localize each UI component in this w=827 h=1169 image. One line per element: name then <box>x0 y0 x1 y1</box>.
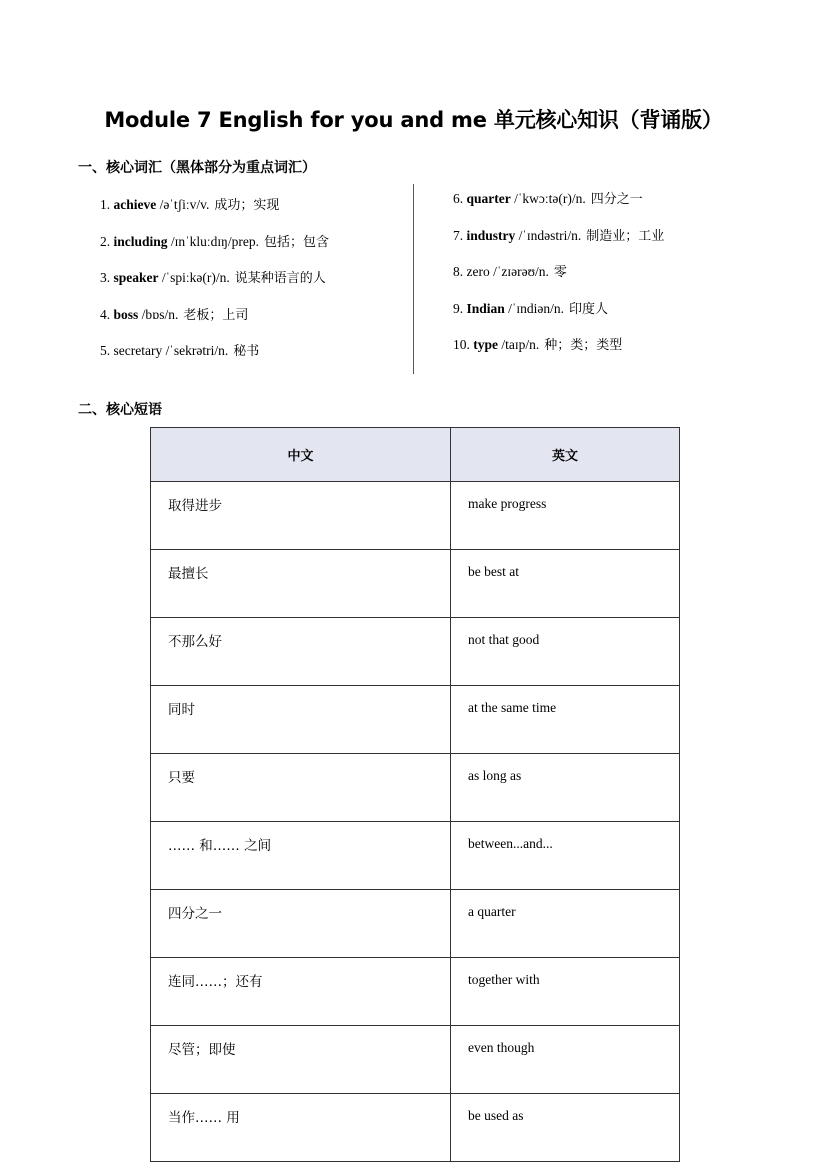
cell-english: as long as <box>451 754 680 822</box>
vocab-item <box>100 304 248 323</box>
vocab-number: 3. <box>100 270 111 286</box>
table-row <box>151 822 680 890</box>
vocab-meaning: 印度人 <box>569 301 609 317</box>
vocab-meaning: 零 <box>553 265 567 281</box>
vocab-word: secretary <box>113 343 163 359</box>
vocab-meaning: 成功；实现 <box>214 198 280 213</box>
vocab-item <box>453 188 643 207</box>
vocab-phonetic: /ˈsekrətri/n. <box>165 343 229 359</box>
table-row <box>151 1026 680 1094</box>
cell-english: at the same time <box>451 686 680 754</box>
section-heading-vocabulary: 一、核心词汇（黑体部分为重点词汇） <box>78 160 316 176</box>
vocab-number: 8. <box>453 264 464 280</box>
vocab-item <box>100 231 329 250</box>
vocab-word: industry <box>466 227 516 243</box>
cell-english: between...and... <box>451 822 680 890</box>
cell-chinese: 连同……；还有 <box>151 958 451 1026</box>
header-english: 英文 <box>451 428 680 482</box>
vocab-phonetic: /ˈɪndiən/n. <box>508 300 565 316</box>
vocab-word: quarter <box>466 191 511 206</box>
table-row <box>151 550 680 618</box>
vocab-number: 1. <box>100 197 111 212</box>
vocab-phonetic: /taɪp/n. <box>501 337 540 353</box>
vocab-word: including <box>113 233 168 249</box>
vocab-item <box>453 225 664 244</box>
header-chinese: 中文 <box>151 428 451 482</box>
vocab-meaning: 种；类；类型 <box>544 338 623 354</box>
vocab-meaning: 包括；包含 <box>263 234 329 250</box>
vocab-meaning: 说某种语言的人 <box>234 271 326 287</box>
section-heading-phrases: 二、核心短语 <box>78 402 162 418</box>
cell-chinese: 当作…… 用 <box>151 1094 451 1162</box>
cell-chinese: 取得进步 <box>151 482 451 550</box>
vocab-word: boss <box>113 306 139 322</box>
vocab-phonetic: /bɒs/n. <box>141 306 179 322</box>
cell-chinese: 四分之一 <box>151 890 451 958</box>
cell-english: a quarter <box>451 890 680 958</box>
vocab-number: 6. <box>453 191 464 206</box>
vocab-number: 2. <box>100 233 111 249</box>
vocab-item <box>100 267 326 286</box>
table-header-row <box>151 428 680 482</box>
vocab-phonetic: /ˈkwɔːtə(r)/n. <box>514 191 586 206</box>
table-row <box>151 686 680 754</box>
vocab-meaning: 老板；上司 <box>183 307 249 323</box>
vocab-item <box>100 340 259 359</box>
vocab-meaning: 制造业；工业 <box>586 228 665 244</box>
table-row <box>151 958 680 1026</box>
table-row <box>151 890 680 958</box>
cell-chinese: 只要 <box>151 754 451 822</box>
vocab-meaning: 秘书 <box>233 344 260 360</box>
vocab-number: 4. <box>100 306 111 322</box>
cell-chinese: 同时 <box>151 686 451 754</box>
vocab-word: speaker <box>113 270 159 286</box>
cell-chinese: 尽管；即使 <box>151 1026 451 1094</box>
vocab-item <box>453 298 608 317</box>
vocab-item <box>453 334 622 353</box>
table-row <box>151 1094 680 1162</box>
phrases-table <box>150 427 680 1162</box>
vocab-phonetic: /ˈzɪərəʊ/n. <box>493 264 549 280</box>
vocab-word: achieve <box>113 197 157 212</box>
vocab-meaning: 四分之一 <box>590 192 643 207</box>
vocab-number: 9. <box>453 300 464 316</box>
table-row <box>151 754 680 822</box>
vocab-number: 5. <box>100 343 111 359</box>
vocab-phonetic: /ɪnˈkluːdɪŋ/prep. <box>170 233 259 249</box>
vocab-word: zero <box>466 264 490 280</box>
vocab-phonetic: /ˈɪndəstri/n. <box>518 227 582 243</box>
vocab-number: 7. <box>453 227 464 243</box>
vocab-phonetic: /əˈtʃiːv/v. <box>159 197 210 212</box>
vocab-phonetic: /ˈspiːkə(r)/n. <box>161 270 230 286</box>
cell-chinese: …… 和…… 之间 <box>151 822 451 890</box>
vocab-word: type <box>473 337 498 353</box>
table-row <box>151 482 680 550</box>
cell-english: be best at <box>451 550 680 618</box>
table-row <box>151 618 680 686</box>
vocab-number: 10. <box>453 337 470 353</box>
cell-chinese: 最擅长 <box>151 550 451 618</box>
cell-english: together with <box>451 958 680 1026</box>
vocab-word: Indian <box>466 300 505 316</box>
vocab-item <box>100 194 279 213</box>
cell-english: make progress <box>451 482 680 550</box>
column-divider <box>413 184 414 374</box>
cell-english: even though <box>451 1026 680 1094</box>
page-title: Module 7 English for you and me 单元核心知识（背诵版） <box>104 108 723 132</box>
cell-english: not that good <box>451 618 680 686</box>
cell-chinese: 不那么好 <box>151 618 451 686</box>
vocab-item <box>453 261 567 280</box>
cell-english: be used as <box>451 1094 680 1162</box>
